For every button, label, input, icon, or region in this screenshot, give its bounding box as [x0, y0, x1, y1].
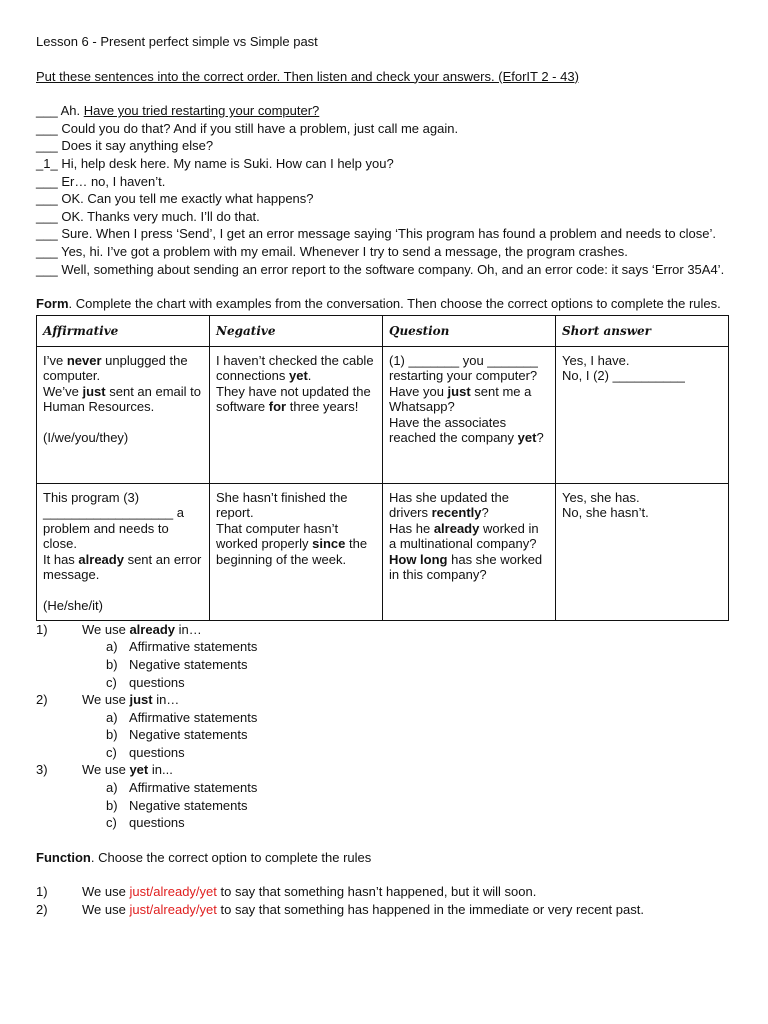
- cell-line: (1) _______ you _______ restarting your computer?: [389, 352, 538, 384]
- option-text: Affirmative statements: [129, 639, 258, 655]
- question-item: [36, 621, 726, 639]
- sentence-text: Does it say anything else?: [61, 138, 214, 154]
- cell-text: We’ve: [43, 383, 83, 399]
- sentence-text: OK. Thanks very much. I’ll do that.: [61, 208, 260, 224]
- keyword: just: [447, 383, 471, 399]
- form-questions: [36, 621, 726, 832]
- question-text: We use: [82, 762, 130, 778]
- sentence-item: [36, 261, 726, 279]
- keyword: already: [433, 520, 480, 536]
- option-item: [36, 726, 726, 744]
- cell-negative: [210, 483, 383, 620]
- keyword: yet: [517, 430, 537, 446]
- option-text: Negative statements: [129, 727, 248, 743]
- keyword: How long: [389, 551, 448, 567]
- option-text: questions: [129, 744, 185, 760]
- question-number: 1): [36, 621, 48, 637]
- option-item: [36, 709, 726, 727]
- cell-text: ?: [481, 505, 489, 521]
- question-text: We use: [82, 621, 130, 637]
- question-text: We use: [82, 692, 130, 708]
- cell-text: Have the associates reached the company: [389, 414, 518, 446]
- cell-text: That computer hasn’t worked properly: [216, 520, 339, 552]
- sentence-text: Er… no, I haven’t.: [61, 173, 166, 189]
- keyword: just: [82, 383, 106, 399]
- header-affirmative: Affirmative: [37, 315, 210, 346]
- cell-affirmative: [37, 483, 210, 620]
- option-item: [36, 797, 726, 815]
- cell-line: [389, 384, 549, 415]
- sentence-item: [36, 173, 726, 191]
- question-text: in…: [175, 621, 202, 637]
- option-letter: c): [106, 815, 117, 831]
- sentence-item: [36, 155, 726, 173]
- function-instruction: [36, 849, 726, 867]
- question-number: 2): [36, 692, 48, 708]
- sentence-blank: _1_: [36, 155, 58, 171]
- pronoun-note: (I/we/you/they): [43, 430, 129, 446]
- cell-short-answer: [556, 346, 729, 483]
- question-text: in...: [148, 762, 173, 778]
- sentence-blank: ___: [36, 191, 58, 207]
- sentence-blank: ___: [36, 173, 58, 189]
- spacer: [43, 415, 203, 431]
- cell-text: They have not updated the software: [216, 383, 371, 415]
- cell-text: sent an email to Human Resources.: [43, 383, 202, 415]
- rule-choice: just/already/yet: [129, 884, 217, 900]
- option-text: Negative statements: [129, 656, 248, 672]
- rule-text: We use: [82, 884, 130, 900]
- sentence-blank: ___: [36, 208, 58, 224]
- sentence-text: OK. Can you tell me exactly what happens?: [61, 191, 314, 207]
- sentence-text: Sure. When I press ‘Send’, I get an error message saying ‘This program has found a problem and needs to close’.: [61, 226, 717, 242]
- option-text: questions: [129, 815, 185, 831]
- rule-text: to say that something has happened in the immediate or very recent past.: [216, 902, 644, 918]
- function-rules: [36, 883, 726, 918]
- cell-line: Yes, I have.: [562, 352, 630, 368]
- option-text: Negative statements: [129, 797, 248, 813]
- question-item: [36, 691, 726, 709]
- option-letter: a): [106, 639, 118, 655]
- form-text: . Complete the chart with examples from the conversation. Then choose the correct options to complete the rules.: [68, 296, 721, 312]
- cell-negative: [210, 346, 383, 483]
- option-letter: c): [106, 674, 117, 690]
- pronoun-note: (He/she/it): [43, 598, 103, 614]
- cell-text: the beginning of the week.: [216, 536, 368, 567]
- sentence-item: [36, 208, 726, 226]
- function-label: Function: [36, 849, 91, 865]
- option-text: Affirmative statements: [129, 780, 258, 796]
- cell-text: three years!: [286, 399, 359, 415]
- cell-line: No, she hasn’t.: [562, 505, 649, 521]
- cell-line: [216, 384, 376, 415]
- keyword: recently: [431, 505, 482, 521]
- option-text: Affirmative statements: [129, 709, 258, 725]
- cell-text: I haven’t checked the cable connections: [216, 352, 374, 384]
- header-negative: Negative: [210, 315, 383, 346]
- sentence-item: [36, 137, 726, 155]
- option-letter: b): [106, 797, 118, 813]
- cell-text: Has he: [389, 520, 434, 536]
- sentence-text: Ah.: [60, 103, 84, 119]
- cell-short-answer: [556, 483, 729, 620]
- cell-text: has she worked in this company?: [389, 551, 543, 583]
- cell-text: unplugged the computer.: [43, 352, 188, 384]
- grammar-chart: [36, 315, 729, 621]
- keyword: just: [129, 692, 153, 708]
- cell-text: sent an error message.: [43, 551, 202, 583]
- cell-line: [43, 384, 203, 415]
- cell-text: It has: [43, 551, 79, 567]
- cell-text: sent me a Whatsapp?: [389, 383, 532, 415]
- chart-header-row: [37, 315, 729, 346]
- keyword: already: [78, 551, 124, 567]
- sentence-blank: ___: [36, 120, 58, 136]
- sentence-blank: ___: [36, 243, 58, 259]
- option-letter: c): [106, 744, 117, 760]
- option-item: [36, 674, 726, 692]
- cell-text: ?: [536, 430, 544, 446]
- keyword: for: [268, 399, 287, 415]
- rule-number: 1): [36, 884, 48, 900]
- cell-line: [216, 353, 376, 384]
- rule-text: We use: [82, 902, 130, 918]
- keyword: yet: [289, 368, 308, 384]
- rule-text: to say that something hasn’t happened, but it will soon.: [216, 884, 537, 900]
- cell-line: Yes, she has.: [562, 489, 640, 505]
- sentence-blank: ___: [36, 226, 58, 242]
- spacer: [43, 583, 203, 599]
- cell-line: [389, 415, 549, 446]
- keyword: since: [312, 536, 346, 552]
- cell-question: [383, 483, 556, 620]
- function-text: . Choose the correct option to complete the rules: [90, 849, 372, 865]
- option-letter: b): [106, 727, 118, 743]
- sentence-text: Yes, hi. I’ve got a problem with my email. Whenever I try to send a message, the program crashes.: [61, 243, 628, 259]
- keyword: never: [66, 352, 102, 368]
- sentence-text: Hi, help desk here. My name is Suki. How can I help you?: [61, 155, 394, 171]
- header-question: Question: [383, 315, 556, 346]
- question-item: [36, 761, 726, 779]
- chart-row-plural: [37, 346, 729, 483]
- cell-line: [389, 552, 549, 583]
- sentence-list: [36, 102, 726, 278]
- keyword: yet: [129, 762, 149, 778]
- cell-line: [389, 521, 549, 552]
- header-short-answer: Short answer: [556, 315, 729, 346]
- rule-choice: just/already/yet: [129, 902, 217, 918]
- rule-item: [36, 883, 726, 901]
- sentence-blank: ___: [36, 261, 58, 277]
- sentence-underlined: Have you tried restarting your computer?: [83, 103, 320, 119]
- sentence-text: Could you do that? And if you still have a problem, just call me again.: [61, 120, 459, 136]
- cell-line: [43, 353, 203, 384]
- cell-line: [389, 490, 549, 521]
- option-item: [36, 744, 726, 762]
- option-letter: b): [106, 656, 118, 672]
- worksheet: [36, 33, 726, 919]
- form-instruction: [36, 295, 726, 313]
- sentence-text: Well, something about sending an error report to the software company. Oh, and an error code: it says ‘Error 35A4’.: [61, 261, 725, 277]
- page-title: Lesson 6 - Present perfect simple vs Simple past: [36, 34, 318, 49]
- sentence-item: [36, 225, 726, 243]
- form-label: Form: [36, 296, 69, 312]
- question-text: in…: [152, 692, 180, 708]
- cell-text: Has she updated the drivers: [389, 489, 509, 521]
- option-text: questions: [129, 674, 185, 690]
- cell-line: No, I (2) __________: [562, 368, 685, 384]
- cell-text: Have you: [389, 383, 448, 399]
- sentence-blank: ___: [36, 103, 58, 119]
- option-item: [36, 814, 726, 832]
- option-item: [36, 638, 726, 656]
- sentence-item: [36, 190, 726, 208]
- chart-row-singular: [37, 483, 729, 620]
- instruction: Put these sentences into the correct order. Then listen and check your answers. (EforIT 2 - 43): [36, 68, 579, 84]
- option-letter: a): [106, 709, 118, 725]
- cell-line: She hasn’t finished the report.: [216, 489, 348, 521]
- keyword: already: [129, 621, 175, 637]
- cell-affirmative: [37, 346, 210, 483]
- cell-question: [383, 346, 556, 483]
- question-number: 3): [36, 762, 48, 778]
- sentence-blank: ___: [36, 138, 58, 154]
- sentence-item: [36, 102, 726, 120]
- option-letter: a): [106, 780, 118, 796]
- sentence-item: [36, 243, 726, 261]
- cell-line: [43, 552, 203, 583]
- cell-text: worked in a multinational company?: [389, 520, 539, 552]
- rule-item: [36, 901, 726, 919]
- cell-line: [216, 521, 376, 568]
- cell-text: .: [307, 368, 312, 384]
- rule-number: 2): [36, 902, 48, 918]
- cell-text: I’ve: [43, 352, 67, 368]
- option-item: [36, 779, 726, 797]
- option-item: [36, 656, 726, 674]
- sentence-item: [36, 120, 726, 138]
- cell-line: This program (3) __________________ a problem and needs to close.: [43, 489, 184, 552]
